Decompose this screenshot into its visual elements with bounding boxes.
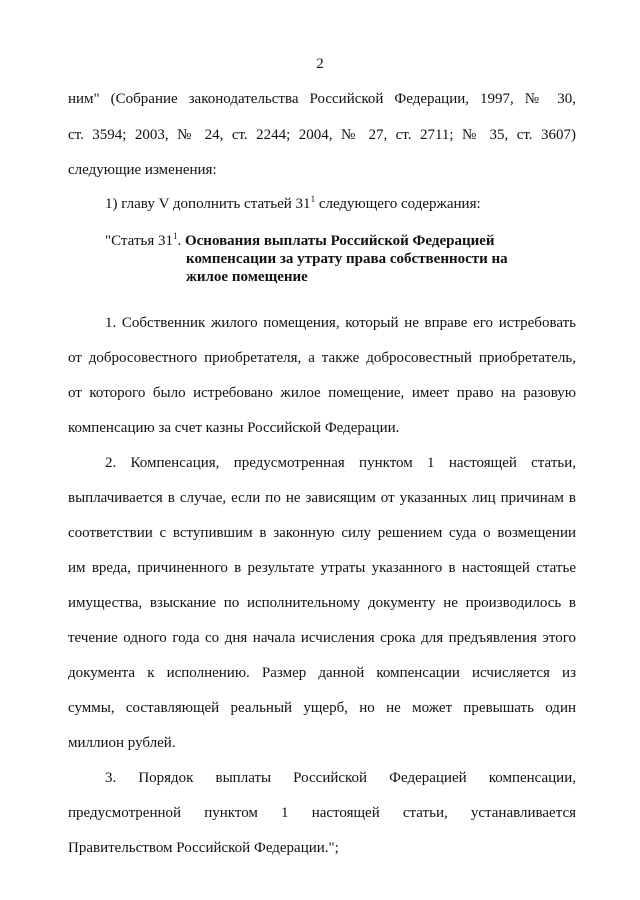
item-1-text <box>105 195 481 214</box>
article-heading-line-1 <box>105 232 495 251</box>
article-title-line-3: жилое помещение <box>186 269 308 285</box>
para-2-line-4: им вреда, причиненного в результате утраты указанного в настоящей статье <box>68 560 576 576</box>
para-2-line-8: суммы, составляющей реальный ущерб, но не может превышать один <box>68 700 576 716</box>
para-2-line-9: миллион рублей. <box>68 735 176 751</box>
para-2-line-2: выплачивается в случае, если по не зависящим от указанных лиц причинам в <box>68 490 576 506</box>
item-1-superscript: 1 <box>310 194 316 204</box>
para-2-line-7: документа к исполнению. Размер данной компенсации исчисляется из <box>68 665 576 681</box>
article-title-line-1: Основания выплаты Российской Федерацией <box>184 233 495 249</box>
para-1-line-4: компенсацию за счет казны Российской Федерации. <box>68 420 400 436</box>
item-1-suffix: следующего содержания: <box>315 196 481 212</box>
intro-line-1: ним" (Собрание законодательства Российской Федерации, 1997, № 30, <box>68 91 576 107</box>
para-1-line-2: от добросовестного приобретателя, а также добросовестный приобретатель, <box>68 350 576 366</box>
article-title-line-2: компенсации за утрату права собственности на <box>186 251 508 267</box>
article-label: "Статья 31 <box>105 233 173 249</box>
para-2-line-1: 2. Компенсация, предусмотренная пунктом 1 настоящей статьи, <box>105 455 576 471</box>
article-label-superscript: 1 <box>172 231 178 241</box>
item-1-prefix: 1) главу V дополнить статьей 31 <box>105 196 311 212</box>
intro-line-2: ст. 3594; 2003, № 24, ст. 2244; 2004, № 27, ст. 2711; № 35, ст. 3607) <box>68 127 576 143</box>
para-2-line-3: соответствии с вступившим в законную силу решением суда о возмещении <box>68 525 576 541</box>
para-2-line-5: имущества, взыскание по исполнительному документу не производилось в <box>68 595 576 611</box>
page-number: 2 <box>316 56 324 72</box>
intro-line-3: следующие изменения: <box>68 162 217 178</box>
para-1-line-3: от которого было истребовано жилое помещение, имеет право на разовую <box>68 385 576 401</box>
para-3-line-1: 3. Порядок выплаты Российской Федерацией компенсации, <box>105 770 576 786</box>
para-1-line-1: 1. Собственник жилого помещения, который не вправе его истребовать <box>105 315 576 331</box>
para-2-line-6: течение одного года со дня начала исчисления срока для предъявления этого <box>68 630 576 646</box>
para-3-line-3: Правительством Российской Федерации."; <box>68 840 339 856</box>
para-3-line-2: предусмотренной пунктом 1 настоящей статьи, устанавливается <box>68 805 576 821</box>
article-label-dot: . <box>177 233 182 249</box>
